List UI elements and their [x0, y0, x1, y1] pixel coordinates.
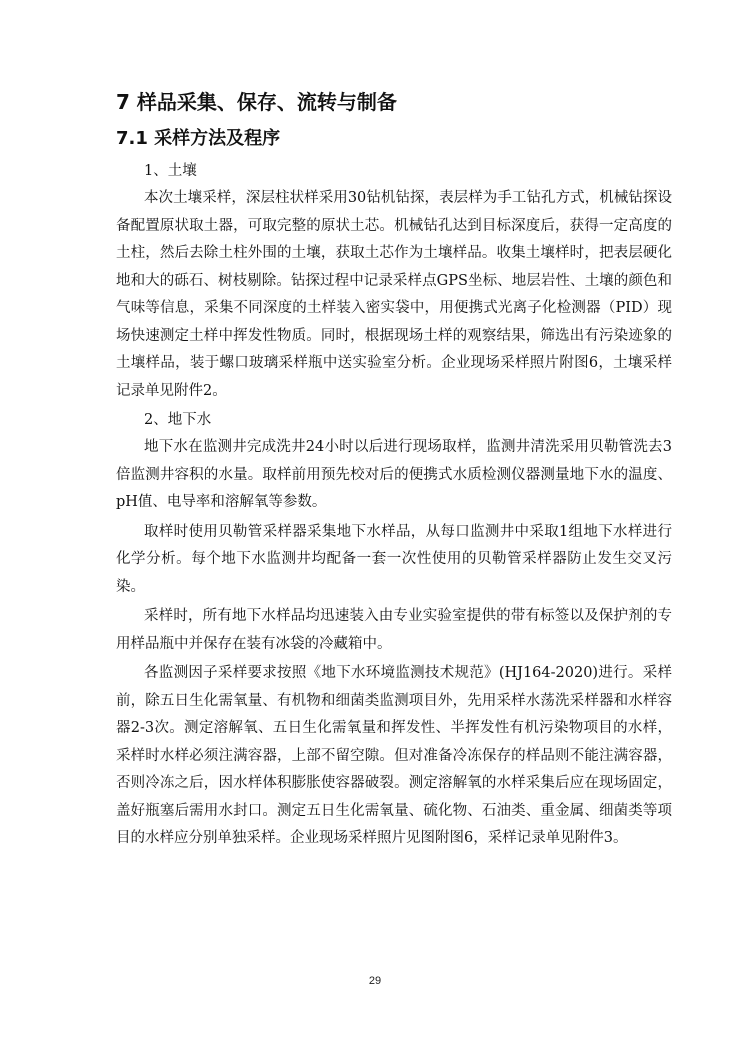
- item-heading-soil: 1、土壤: [144, 163, 197, 179]
- page-number: 29: [368, 975, 382, 987]
- paragraph-bailer-sampling: 取样时使用贝勒管采样器采集地下水样品，从每口监测井中采取1组地下水样进行化学分析。每个地下水监测井均配备一套一次性使用的贝勒管采样器防止发生交叉污染。: [116, 523, 672, 595]
- paragraph-soil-sampling: 本次土壤采样，深层柱状样采用30钻机钻探，表层样为手工钻孔方式，机械钻探设备配置原状取土器，可取完整的原状土芯。机械钻孔达到目标深度后，获得一定高度的土柱，然后去除土柱外围的土壤，获取土芯作为土壤样品。收集土壤样时，把表层硬化地和大的砾石、树枝剔除。钻探过程中记录采样点GPS坐标、地层岩性、土壤的颜色和气味等信息，采集不同深度的土样装入密实袋中，用便携式光离子化检测器（PID）现场快速测定土样中挥发性物质。同时，根据现场土样的观察结果，筛选出有污染迹象的土壤样品，装于螺口玻璃采样瓶中送实验室分析。企业现场采样照片附图6，土壤采样记录单见附件2。: [116, 190, 672, 399]
- paragraph-sample-storage: 采样时，所有地下水样品均迅速装入由专业实验室提供的带有标签以及保护剂的专用样品瓶中并保存在装有冰袋的冷藏箱中。: [116, 608, 672, 652]
- paragraph-well-washing: 地下水在监测井完成洗井24小时以后进行现场取样，监测井清洗采用贝勒管洗去3倍监测井容积的水量。取样前用预先校对后的便携式水质检测仪器测量地下水的温度、pH值、电导率和溶解氧等参数。: [116, 439, 672, 510]
- paragraph-sampling-requirements: 各监测因子采样要求按照《地下水环境监测技术规范》(HJ164-2020)进行。采样前，除五日生化需氧量、有机物和细菌类监测项目外，先用采样水荡洗采样器和水样容器2-3次。测定溶解氧、五日生化需氧量和挥发性、半挥发性有机污染物项目的水样，采样时水样必须注满容器，上部不留空隙。但对准备冷冻保存的样品则不能注满容器，否则冷冻之后，因水样体积膨胀使容器破裂。测定溶解氧的水样采集后应在现场固定，盖好瓶塞后需用水封口。测定五日生化需氧量、硫化物、石油类、重金属、细菌类等项目的水样应分别单独采样。企业现场采样照片见图附图6，采样记录单见附件3。: [116, 665, 672, 846]
- page-content: [116, 88, 672, 855]
- section-title: 7 样品采集、保存、流转与制备: [116, 90, 397, 114]
- subsection-title: 7.1 采样方法及程序: [116, 128, 281, 149]
- item-heading-groundwater: 2、地下水: [144, 412, 212, 428]
